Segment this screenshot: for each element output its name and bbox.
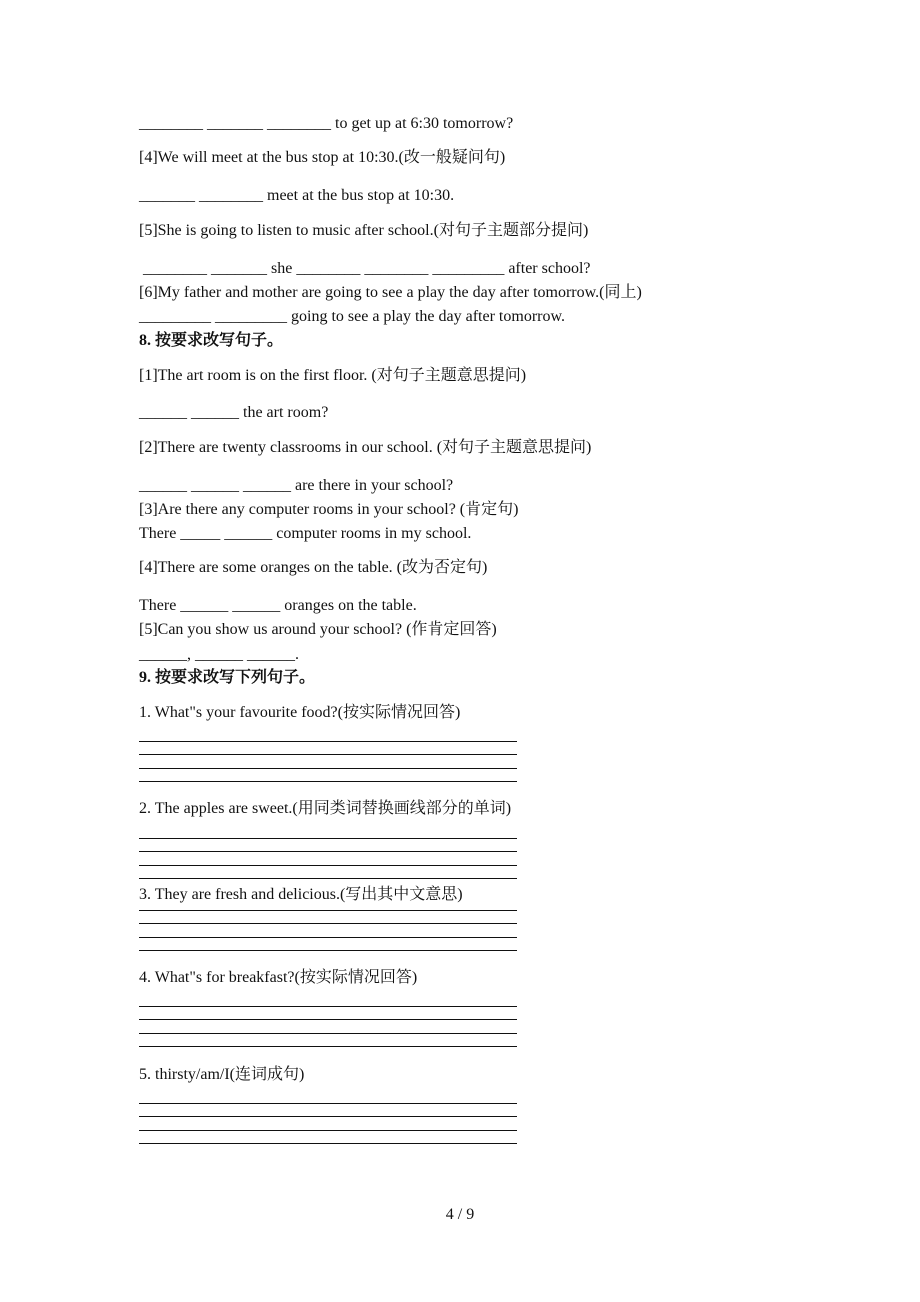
writing-line[interactable] bbox=[139, 878, 517, 879]
question-9-3: 3. They are fresh and delicious.(写出其中文意思) bbox=[139, 886, 463, 903]
question-9-1: 1. What"s your favourite food?(按实际情况回答) bbox=[139, 704, 461, 721]
answer-line-3: ________ _______ ________ to get up at 6:30 tomorrow? bbox=[139, 115, 514, 132]
writing-line[interactable] bbox=[139, 923, 517, 924]
question-9-2: 2. The apples are sweet.(用同类词替换画线部分的单词) bbox=[139, 800, 512, 817]
writing-line[interactable] bbox=[139, 1143, 517, 1144]
answer-line-8-5: ______, ______ ______. bbox=[139, 646, 299, 663]
writing-line[interactable] bbox=[139, 937, 517, 938]
page-number: 4 / 9 bbox=[445, 1206, 475, 1223]
writing-line[interactable] bbox=[139, 838, 517, 839]
writing-line[interactable] bbox=[139, 754, 517, 755]
question-8-5: [5]Can you show us around your school? (作肯定回答) bbox=[139, 621, 497, 638]
question-7-6: [6]My father and mother are going to see a play the day after tomorrow.(同上) bbox=[139, 284, 642, 301]
answer-line-8-1: ______ ______ the art room? bbox=[139, 404, 329, 421]
question-9-4: 4. What"s for breakfast?(按实际情况回答) bbox=[139, 969, 418, 986]
writing-line[interactable] bbox=[139, 910, 517, 911]
question-8-2: [2]There are twenty classrooms in our school. (对句子主题意思提问) bbox=[139, 439, 592, 456]
writing-line[interactable] bbox=[139, 851, 517, 852]
writing-line[interactable] bbox=[139, 865, 517, 866]
question-7-4: [4]We will meet at the bus stop at 10:30.(改一般疑问句) bbox=[139, 149, 506, 166]
writing-line[interactable] bbox=[139, 1033, 517, 1034]
section-8-heading: 8. 按要求改写句子。 bbox=[139, 332, 284, 349]
answer-line-8-4: There ______ ______ oranges on the table. bbox=[139, 597, 417, 614]
writing-line[interactable] bbox=[139, 1116, 517, 1117]
answer-line-8-2: ______ ______ ______ are there in your school? bbox=[139, 477, 454, 494]
writing-line[interactable] bbox=[139, 1019, 517, 1020]
answer-line-8-3: There _____ ______ computer rooms in my school. bbox=[139, 525, 472, 542]
writing-line[interactable] bbox=[139, 1130, 517, 1131]
writing-line[interactable] bbox=[139, 741, 517, 742]
answer-line-7-4: _______ ________ meet at the bus stop at 10:30. bbox=[139, 187, 455, 204]
question-8-3: [3]Are there any computer rooms in your school? (肯定句) bbox=[139, 501, 519, 518]
question-8-4: [4]There are some oranges on the table. (改为否定句) bbox=[139, 559, 488, 576]
section-9-heading: 9. 按要求改写下列句子。 bbox=[139, 669, 316, 686]
writing-line[interactable] bbox=[139, 950, 517, 951]
question-9-5: 5. thirsty/am/I(连词成句) bbox=[139, 1066, 305, 1083]
writing-line[interactable] bbox=[139, 1006, 517, 1007]
question-7-5: [5]She is going to listen to music after school.(对句子主题部分提问) bbox=[139, 222, 589, 239]
writing-line[interactable] bbox=[139, 768, 517, 769]
writing-line[interactable] bbox=[139, 781, 517, 782]
answer-line-7-5: ________ _______ she ________ ________ _________ after school? bbox=[139, 260, 591, 277]
answer-line-7-6: _________ _________ going to see a play the day after tomorrow. bbox=[139, 308, 565, 325]
question-8-1: [1]The art room is on the first floor. (对句子主题意思提问) bbox=[139, 367, 527, 384]
writing-line[interactable] bbox=[139, 1103, 517, 1104]
writing-line[interactable] bbox=[139, 1046, 517, 1047]
